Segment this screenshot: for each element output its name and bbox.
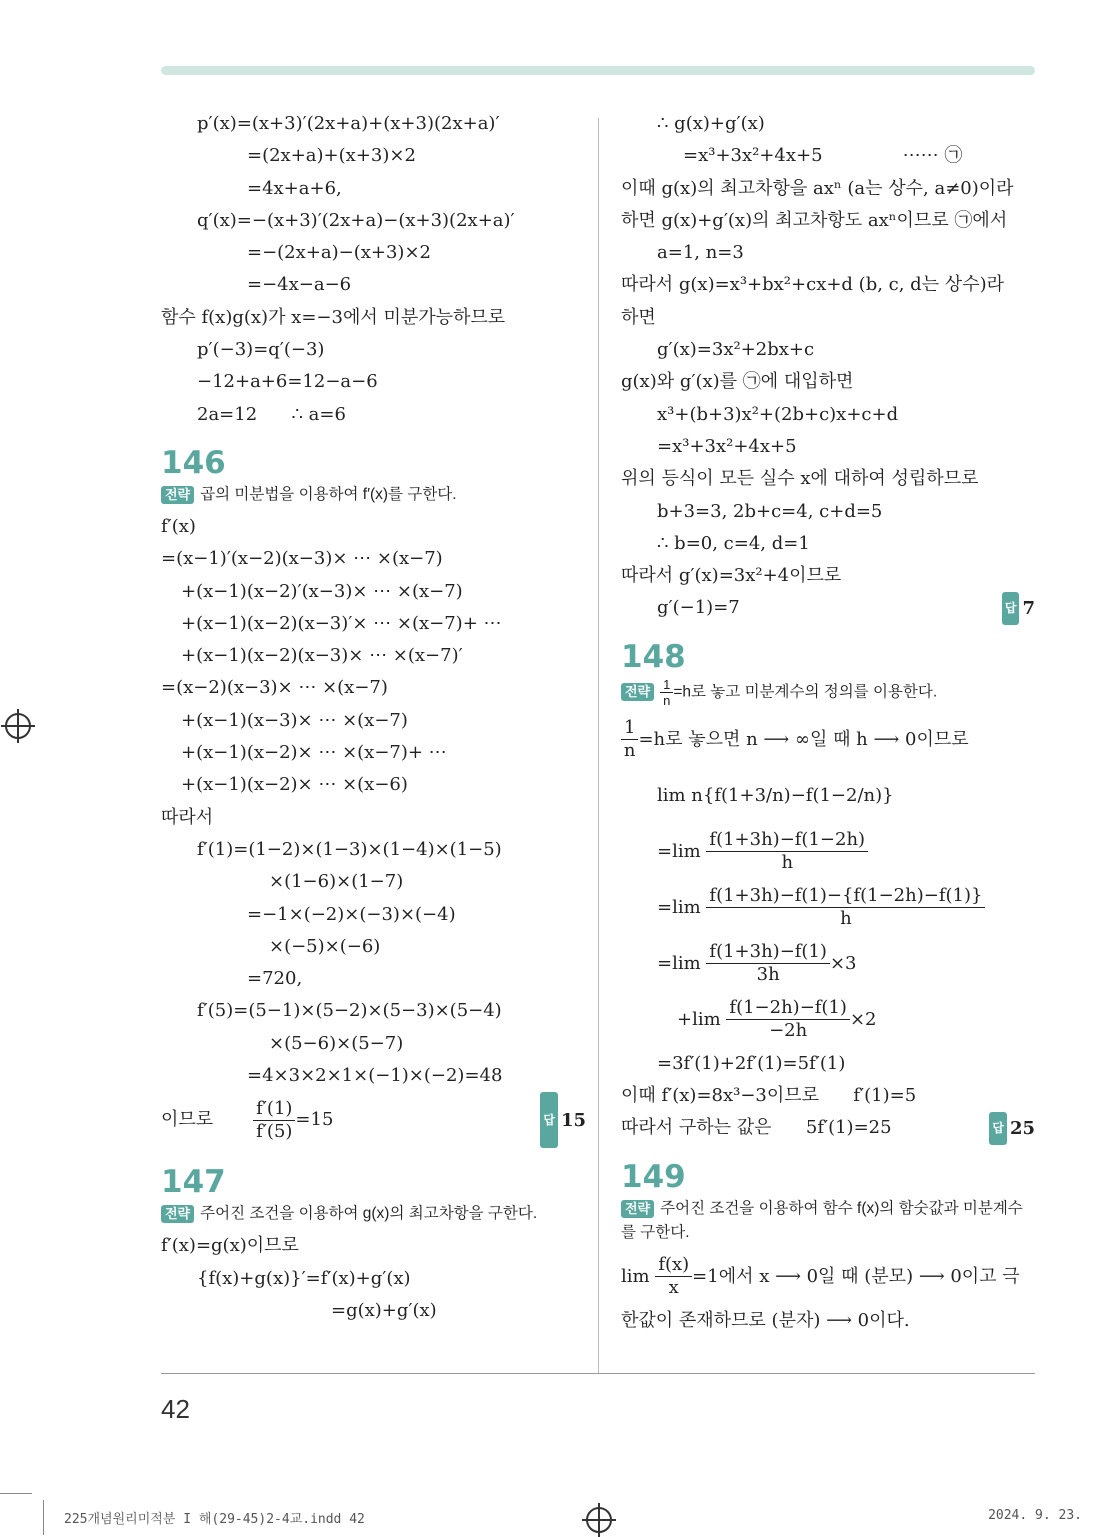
- equation-line: =4×3×2×1×(−1)×(−2)=48: [247, 1065, 503, 1087]
- question-number: 149: [621, 1158, 686, 1195]
- equation-line: =g(x)+g′(x): [331, 1299, 437, 1321]
- equation-line: +(x−1)(x−2)(x−3)× ⋯ ×(x−7)′: [181, 645, 463, 667]
- equation-line: =3f′(1)+2f′(1)=5f′(1): [657, 1052, 846, 1074]
- fraction: [706, 885, 985, 930]
- final-suffix: =15: [295, 1109, 334, 1131]
- fraction-numerator: f(x): [655, 1254, 692, 1277]
- equation-line: q′(x)=−(x+3)′(2x+a)−(x+3)(2x+a)′: [197, 209, 515, 231]
- footer-date: 2024. 9. 23.: [988, 1508, 1082, 1523]
- answer: [1002, 592, 1035, 625]
- limit-line: lim $\frac{f(x)}{x}$ =1에서 x ⟶ 0일 때 (분모) ⟶ 0이고 극: [621, 1254, 1020, 1299]
- equation-line: f′(5)=(5−1)×(5−2)×(5−3)×(5−4): [197, 1000, 502, 1022]
- equation-line: [621, 712, 1035, 768]
- text-line: 하면 g(x)+g′(x)의 최고차항도 axⁿ이므로 ㉠에서: [621, 209, 1008, 231]
- equation-line: +(x−1)(x−2)× ⋯ ×(x−6): [181, 774, 408, 796]
- lim-text: =lim: [657, 840, 701, 862]
- text-line: 따라서 g′(x)=3x²+4이므로: [621, 565, 842, 587]
- strategy-text: 곱의 미분법을 이용하여 f′(x)를 구한다.: [200, 485, 457, 503]
- strategy-text: 주어진 조건을 이용하여 함수 f(x)의 함숫값과 미분계수를 구한다.: [621, 1199, 1023, 1241]
- fraction: [706, 941, 830, 986]
- equation-line: ∴ b=0, c=4, d=1: [657, 532, 810, 554]
- final-prefix: 이므로: [161, 1109, 214, 1131]
- text-line: 함수 f(x)g(x)가 x=−3에서 미분가능하므로: [161, 306, 506, 328]
- equation-line: 2a=12 ∴ a=6: [197, 403, 346, 425]
- limit-line: [621, 824, 1035, 880]
- column-divider: [598, 118, 599, 1373]
- question-number: 146: [161, 444, 226, 481]
- answer-badge: 답: [1002, 592, 1020, 624]
- equation-line: b+3=3, 2b+c=4, c+d=5: [657, 500, 883, 522]
- limit-line: [621, 768, 1035, 824]
- answer: [540, 1092, 586, 1149]
- left-column: [161, 108, 586, 1327]
- fraction-numerator: f′(1): [253, 1098, 295, 1121]
- fraction-numerator: f(1−2h)−f(1): [726, 997, 850, 1020]
- equation-line: f′(x): [161, 515, 196, 537]
- answer-badge: 답: [540, 1092, 558, 1148]
- fraction-denominator: n: [663, 692, 671, 708]
- equation-line: ×(5−6)×(5−7): [269, 1032, 404, 1054]
- header-bar: [161, 66, 1035, 75]
- text-line: 따라서 g(x)=x³+bx²+cx+d (b, c, d는 상수)라: [621, 274, 1004, 296]
- equation-line: p′(−3)=q′(−3): [197, 339, 325, 361]
- equation-line: +(x−1)(x−3)× ⋯ ×(x−7): [181, 709, 408, 731]
- answer-value: 7: [1022, 598, 1035, 620]
- equation-text: g′(−1)=7: [657, 597, 740, 619]
- answer: [989, 1112, 1035, 1145]
- fraction: [706, 829, 868, 874]
- equation-line: =−1×(−2)×(−3)×(−4): [247, 903, 456, 925]
- limit-line: [621, 992, 1035, 1048]
- equation-line: a=1, n=3: [657, 242, 744, 264]
- lim-text: +lim: [677, 1008, 721, 1030]
- equation-line: x³+(b+3)x²+(2b+c)x+c+d: [657, 403, 899, 425]
- answer-value: 15: [560, 1110, 586, 1132]
- text-line: 한값이 존재하므로 (분자) ⟶ 0이다.: [621, 1309, 910, 1331]
- text-line: 이때 f′(x)=8x³−3이므로 f′(1)=5: [621, 1085, 917, 1107]
- equation-line: =(x−2)(x−3)× ⋯ ×(x−7): [161, 677, 388, 699]
- strategy-line: [621, 677, 1035, 708]
- crop-mark: [0, 1493, 32, 1494]
- footer-file-info: 225개념원리미적분 I 해(29-45)2-4교.indd 42: [64, 1512, 365, 1527]
- strategy-tag: 전략: [161, 1205, 194, 1223]
- page-number: 42: [161, 1394, 190, 1424]
- fraction-denominator: f′(5): [256, 1120, 293, 1142]
- equation-line: +(x−1)(x−2)′(x−3)× ⋯ ×(x−7): [181, 580, 463, 602]
- fraction-denominator: n: [623, 740, 636, 762]
- equation-text: =h로 놓으면 n ⟶ ∞일 때 h ⟶ 0이므로: [638, 728, 969, 750]
- equation-line: =720,: [247, 968, 303, 990]
- registration-mark-icon: [5, 713, 31, 739]
- equation-line: ×(−5)×(−6): [269, 935, 381, 957]
- text-line: g(x)와 g′(x)를 ㉠에 대입하면: [621, 371, 854, 393]
- final-line: [161, 1092, 586, 1148]
- equation-line: f′(1)=(1−2)×(1−3)×(1−4)×(1−5): [197, 838, 502, 860]
- strategy-line: [161, 1202, 586, 1226]
- fraction-numerator: f(1+3h)−f(1)−{f(1−2h)−f(1)}: [706, 885, 985, 908]
- text-line: 이때 g(x)의 최고차항을 axⁿ (a는 상수, a≠0)이라: [621, 177, 1014, 199]
- strategy-text: 주어진 조건을 이용하여 g(x)의 최고차항을 구한다.: [200, 1205, 538, 1223]
- fraction-numerator: 1: [621, 717, 638, 740]
- lim-text: =lim: [657, 896, 701, 918]
- lim-text: =lim: [657, 952, 701, 974]
- limit-line: [621, 880, 1035, 936]
- fraction-denominator: h: [781, 852, 794, 874]
- equation-line: =4x+a+6,: [247, 177, 342, 199]
- fraction: [253, 1098, 295, 1143]
- multiplier: ×2: [849, 1008, 877, 1030]
- footer-rule: [161, 1373, 1035, 1374]
- equation-line: {f(x)+g(x)}′=f′(x)+g′(x): [197, 1267, 411, 1289]
- equation-line: +(x−1)(x−2)(x−3)′× ⋯ ×(x−7)+ ⋯: [181, 612, 502, 634]
- answer-badge: 답: [989, 1112, 1007, 1144]
- strategy-line: [161, 483, 586, 507]
- right-column: [621, 108, 1035, 1337]
- text-line: 따라서: [161, 806, 214, 828]
- equation-line: +(x−1)(x−2)× ⋯ ×(x−7)+ ⋯: [181, 742, 447, 764]
- fraction-numerator: f(1+3h)−f(1): [706, 941, 830, 964]
- equation-line: ×(1−6)×(1−7): [269, 871, 404, 893]
- equation-line: g′(x)=3x²+2bx+c: [657, 339, 815, 361]
- fraction-denominator: x: [668, 1277, 679, 1299]
- strategy-tag: 전략: [161, 486, 194, 504]
- text-line: 하면: [621, 306, 656, 328]
- text-line: 위의 등식이 모든 실수 x에 대하여 성립하므로: [621, 468, 979, 490]
- equation-line: =−4x−a−6: [247, 274, 352, 296]
- fraction-numerator: 1: [660, 677, 673, 693]
- strategy-tag: 전략: [621, 1200, 654, 1218]
- fraction-denominator: 3h: [756, 964, 780, 986]
- equation-line: −12+a+6=12−a−6: [197, 371, 378, 393]
- strategy-line: [621, 1197, 1035, 1245]
- text: 따라서 구하는 값은 5f′(1)=25: [621, 1117, 892, 1139]
- equation-line: =−(2x+a)−(x+3)×2: [247, 242, 431, 264]
- equation-line: p′(x)=(x+3)′(2x+a)+(x+3)(2x+a)′: [197, 113, 500, 134]
- equation-line: =x³+3x²+4x+5: [657, 435, 797, 457]
- registration-mark-icon: [586, 1507, 612, 1533]
- limit-expression: lim n{f(1+3/n)−f(1−2/n)}: [657, 784, 894, 806]
- multiplier: ×3: [829, 952, 857, 974]
- fraction-denominator: −2h: [769, 1020, 808, 1042]
- fraction: [726, 997, 850, 1042]
- answer-line: [621, 1112, 1035, 1144]
- fraction: [621, 717, 638, 762]
- equation-line: f′(x)=g(x)이므로: [161, 1235, 299, 1257]
- answer-line: [621, 592, 1035, 624]
- equation-line: =(x−1)′(x−2)(x−3)× ⋯ ×(x−7): [161, 548, 443, 570]
- strategy-tag: 전략: [621, 683, 654, 701]
- answer-value: 25: [1009, 1118, 1035, 1140]
- fraction: [660, 677, 673, 708]
- question-number: 147: [161, 1164, 226, 1201]
- equation-line: =(2x+a)+(x+3)×2: [247, 145, 416, 167]
- crop-mark: [43, 1500, 44, 1535]
- equation-line: =x³+3x²+4x+5 ⋯⋯ ㉠: [683, 145, 963, 167]
- fraction: [655, 1254, 692, 1299]
- equation-line: ∴ g(x)+g′(x): [657, 113, 765, 134]
- strategy-text: =h로 놓고 미분계수의 정의를 이용한다.: [673, 683, 938, 701]
- fraction-denominator: h: [840, 908, 852, 930]
- text: =1에서 x ⟶ 0일 때 (분모) ⟶ 0이고 극: [692, 1265, 1020, 1287]
- fraction-numerator: f(1+3h)−f(1−2h): [706, 829, 868, 852]
- limit-line: [621, 936, 1035, 992]
- question-number: 148: [621, 638, 686, 675]
